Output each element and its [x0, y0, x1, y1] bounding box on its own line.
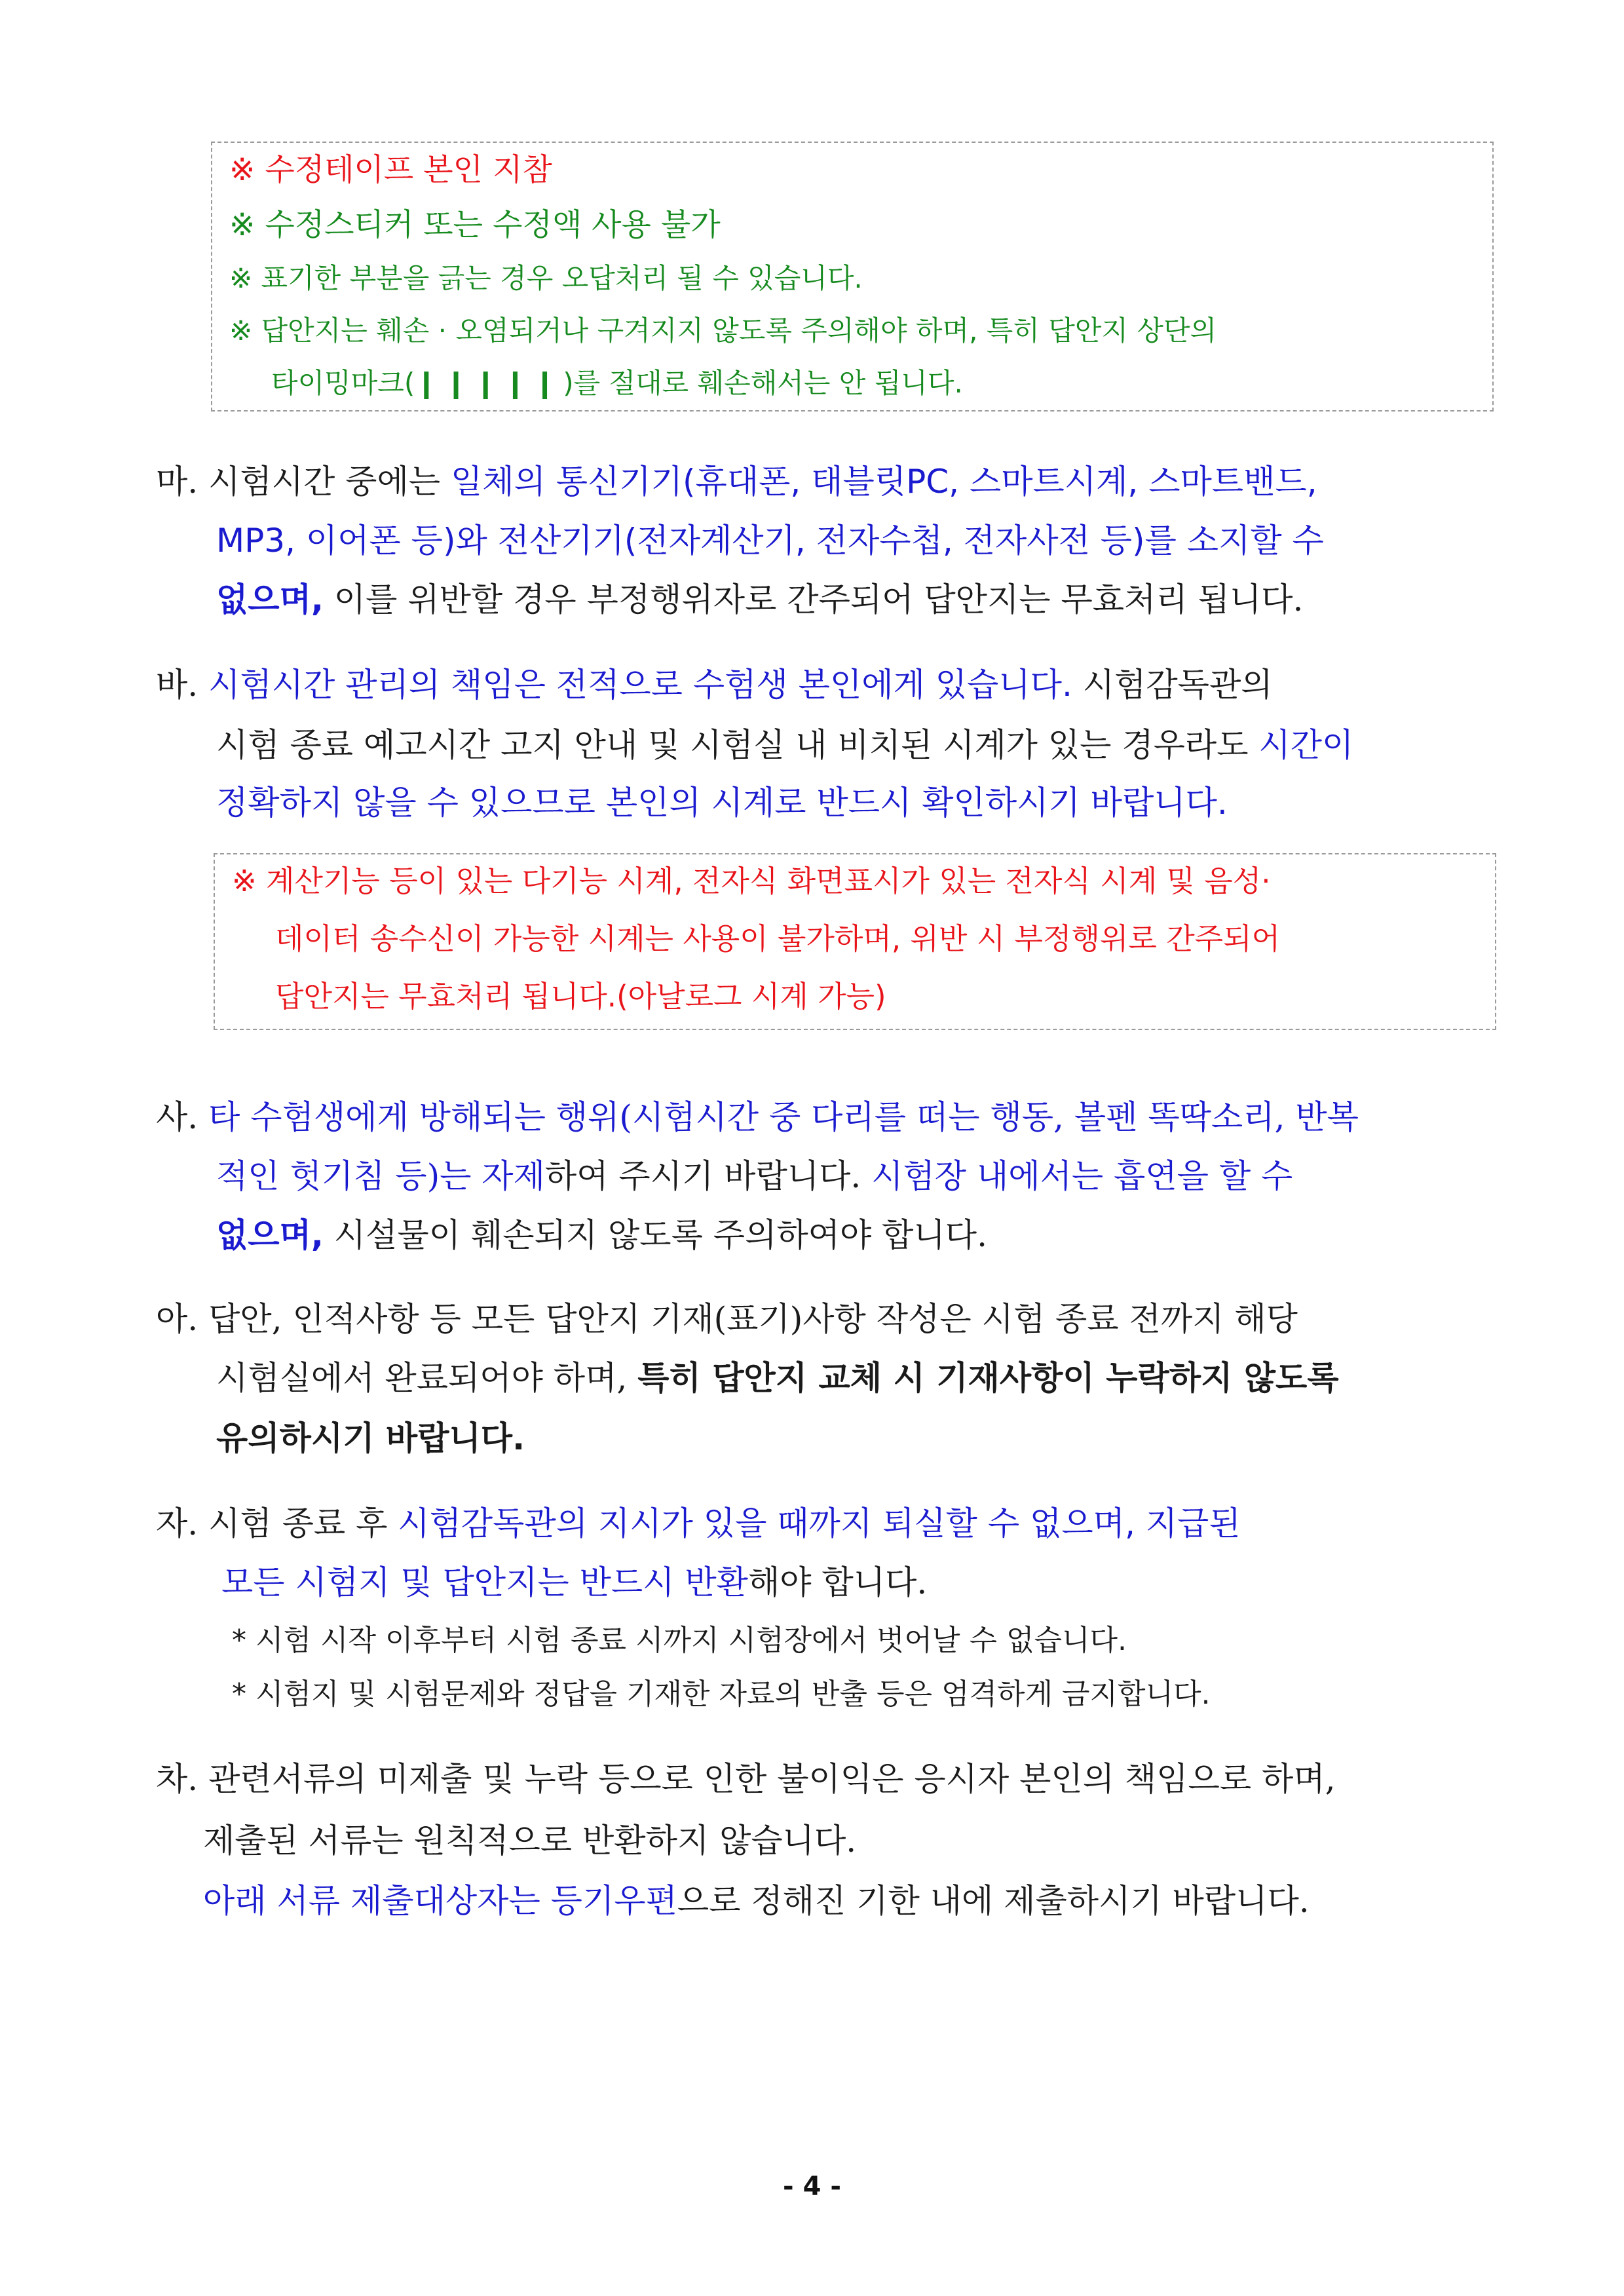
note-answer-sheet-line1: ※ 답안지는 훼손 · 오염되거나 구겨지지 않도록 주의해야 하며, 특히 답안지 상단의: [229, 315, 1217, 347]
item-ja-line1: [156, 1504, 1241, 1542]
item-cha-line3: [203, 1882, 1310, 1920]
timing-mark-icon: ❙❙❙❙❙: [415, 367, 563, 399]
item-sa-refrain: 는 자제: [440, 1157, 545, 1195]
item-sa-forbidden: 없으며,: [216, 1216, 324, 1254]
note-answer-sheet-line2: [271, 367, 963, 399]
item-ba-responsibility: 시험시간 관리의 책임은 전적으로 수험생 본인에게 있습니다.: [208, 666, 1072, 704]
note-watch-line1: ※ 계산기능 등이 있는 다기능 시계, 전자식 화면표시가 있는 전자식 시계 및 음성·: [232, 864, 1271, 898]
item-a-line3: 유의하시기 바랍니다.: [216, 1419, 525, 1457]
item-ja-must: 해야 합니다.: [747, 1563, 928, 1601]
item-ma-text: 마. 시험시간 중에는: [156, 463, 451, 501]
item-ja-no-leave: 시험감독관의 지시가 있을 때까지 퇴실할 수 없으며,: [398, 1504, 1135, 1542]
item-sa-disturb: 타 수험생에게 방해되는 행위: [208, 1098, 620, 1136]
item-sa-marker: 사.: [156, 1098, 209, 1136]
item-sa-line1: [156, 1098, 1359, 1136]
item-a-line1: 아. 답안, 인적사항 등 모든 답안지 기재(표기)사항 작성은 시험 종료 전까지 해당: [156, 1300, 1298, 1338]
item-sa-examples: (시험시간 중 다리를 떠는 행동, 볼펜 똑딱소리, 반복: [619, 1098, 1359, 1136]
item-a-line2: [216, 1359, 1339, 1397]
note-correction-tape: ※ 수정테이프 본인 지참: [229, 152, 552, 188]
item-ja-line2: [221, 1563, 928, 1601]
item-cha-line1: 차. 관련서류의 미제출 및 누락 등으로 인한 불이익은 응시자 본인의 책임으로 하며,: [156, 1760, 1336, 1798]
item-cha-registered-mail: 아래 서류 제출대상자는 등기우편: [203, 1882, 677, 1920]
item-ba-text2: 시험 종료 예고시간 고지 안내 및 시험실 내 비치된 시계가 있는 경우라도: [216, 726, 1259, 764]
item-ma-line1: [156, 463, 1317, 501]
item-sa-no-smoking: 시험장 내에서는 흡연을 할 수: [871, 1157, 1293, 1195]
item-ba-line2: [216, 726, 1354, 764]
item-a-text: 시험실에서 완료되어야 하며,: [216, 1359, 638, 1397]
item-sa-text: 하여 주시기 바랍니다.: [544, 1157, 872, 1195]
item-ba-marker: 바.: [156, 666, 209, 704]
item-ba-time: 시간이: [1258, 726, 1354, 764]
item-ja-issued: 지급된: [1135, 1504, 1241, 1542]
item-ba-text: 시험감독관의: [1072, 666, 1273, 704]
item-ja-note1: * 시험 시작 이후부터 시험 종료 시까지 시험장에서 벗어날 수 없습니다.: [232, 1624, 1127, 1657]
note-no-sticker: ※ 수정스티커 또는 수정액 사용 불가: [229, 207, 721, 243]
item-ja-note2: * 시험지 및 시험문제와 정답을 기재한 자료의 반출 등은 엄격하게 금지합니다.: [232, 1677, 1211, 1711]
item-ja-return: 모든 시험지 및 답안지는 반드시 반환: [221, 1563, 748, 1601]
item-cha-line2: 제출된 서류는 원칙적으로 반환하지 않습니다.: [203, 1822, 857, 1860]
note-watch-line3: 답안지는 무효처리 됩니다.(아날로그 시계 가능): [275, 979, 886, 1014]
note-watch-line2: 데이터 송수신이 가능한 시계는 사용이 불가하며, 위반 시 부정행위로 간주되어: [275, 921, 1281, 956]
item-ma-forbidden: 없으며,: [216, 581, 324, 619]
timing-mark-warning: )를 절대로 훼손해서는 안 됩니다.: [563, 367, 963, 399]
item-ma-line2: MP3, 이어폰 등)와 전산기기(전자계산기, 전자수첩, 전자사전 등)를 소지할 수: [216, 522, 1324, 560]
item-sa-line2: [216, 1157, 1293, 1195]
item-sa-line3: [216, 1216, 987, 1254]
note-scratch: ※ 표기한 부분을 긁는 경우 오답처리 될 수 있습니다.: [229, 262, 863, 294]
item-a-caution: 특히 답안지 교체 시 기재사항이 누락하지 않도록: [637, 1359, 1339, 1397]
page-number: - 4 -: [783, 2172, 841, 2202]
item-sa-facilities: 시설물이 훼손되지 않도록 주의하여야 합니다.: [323, 1216, 987, 1254]
item-sa-examples2: 적인 헛기침 등): [216, 1157, 440, 1195]
item-cha-deadline: 으로 정해진 기한 내에 제출하시기 바랍니다.: [677, 1882, 1310, 1920]
item-ma-penalty: 이를 위반할 경우 부정행위자로 간주되어 답안지는 무효처리 됩니다.: [323, 581, 1304, 619]
item-ba-line1: [156, 666, 1273, 704]
item-ma-line3: [216, 581, 1304, 619]
item-ba-line3: 정확하지 않을 수 있으므로 본인의 시계로 반드시 확인하시기 바랍니다.: [216, 784, 1228, 822]
timing-mark-label: 타이밍마크(: [271, 367, 415, 399]
item-ma-devices: 일체의 통신기기(휴대폰, 태블릿PC, 스마트시계, 스마트밴드,: [450, 463, 1317, 501]
item-ja-text: 자. 시험 종료 후: [156, 1504, 398, 1542]
